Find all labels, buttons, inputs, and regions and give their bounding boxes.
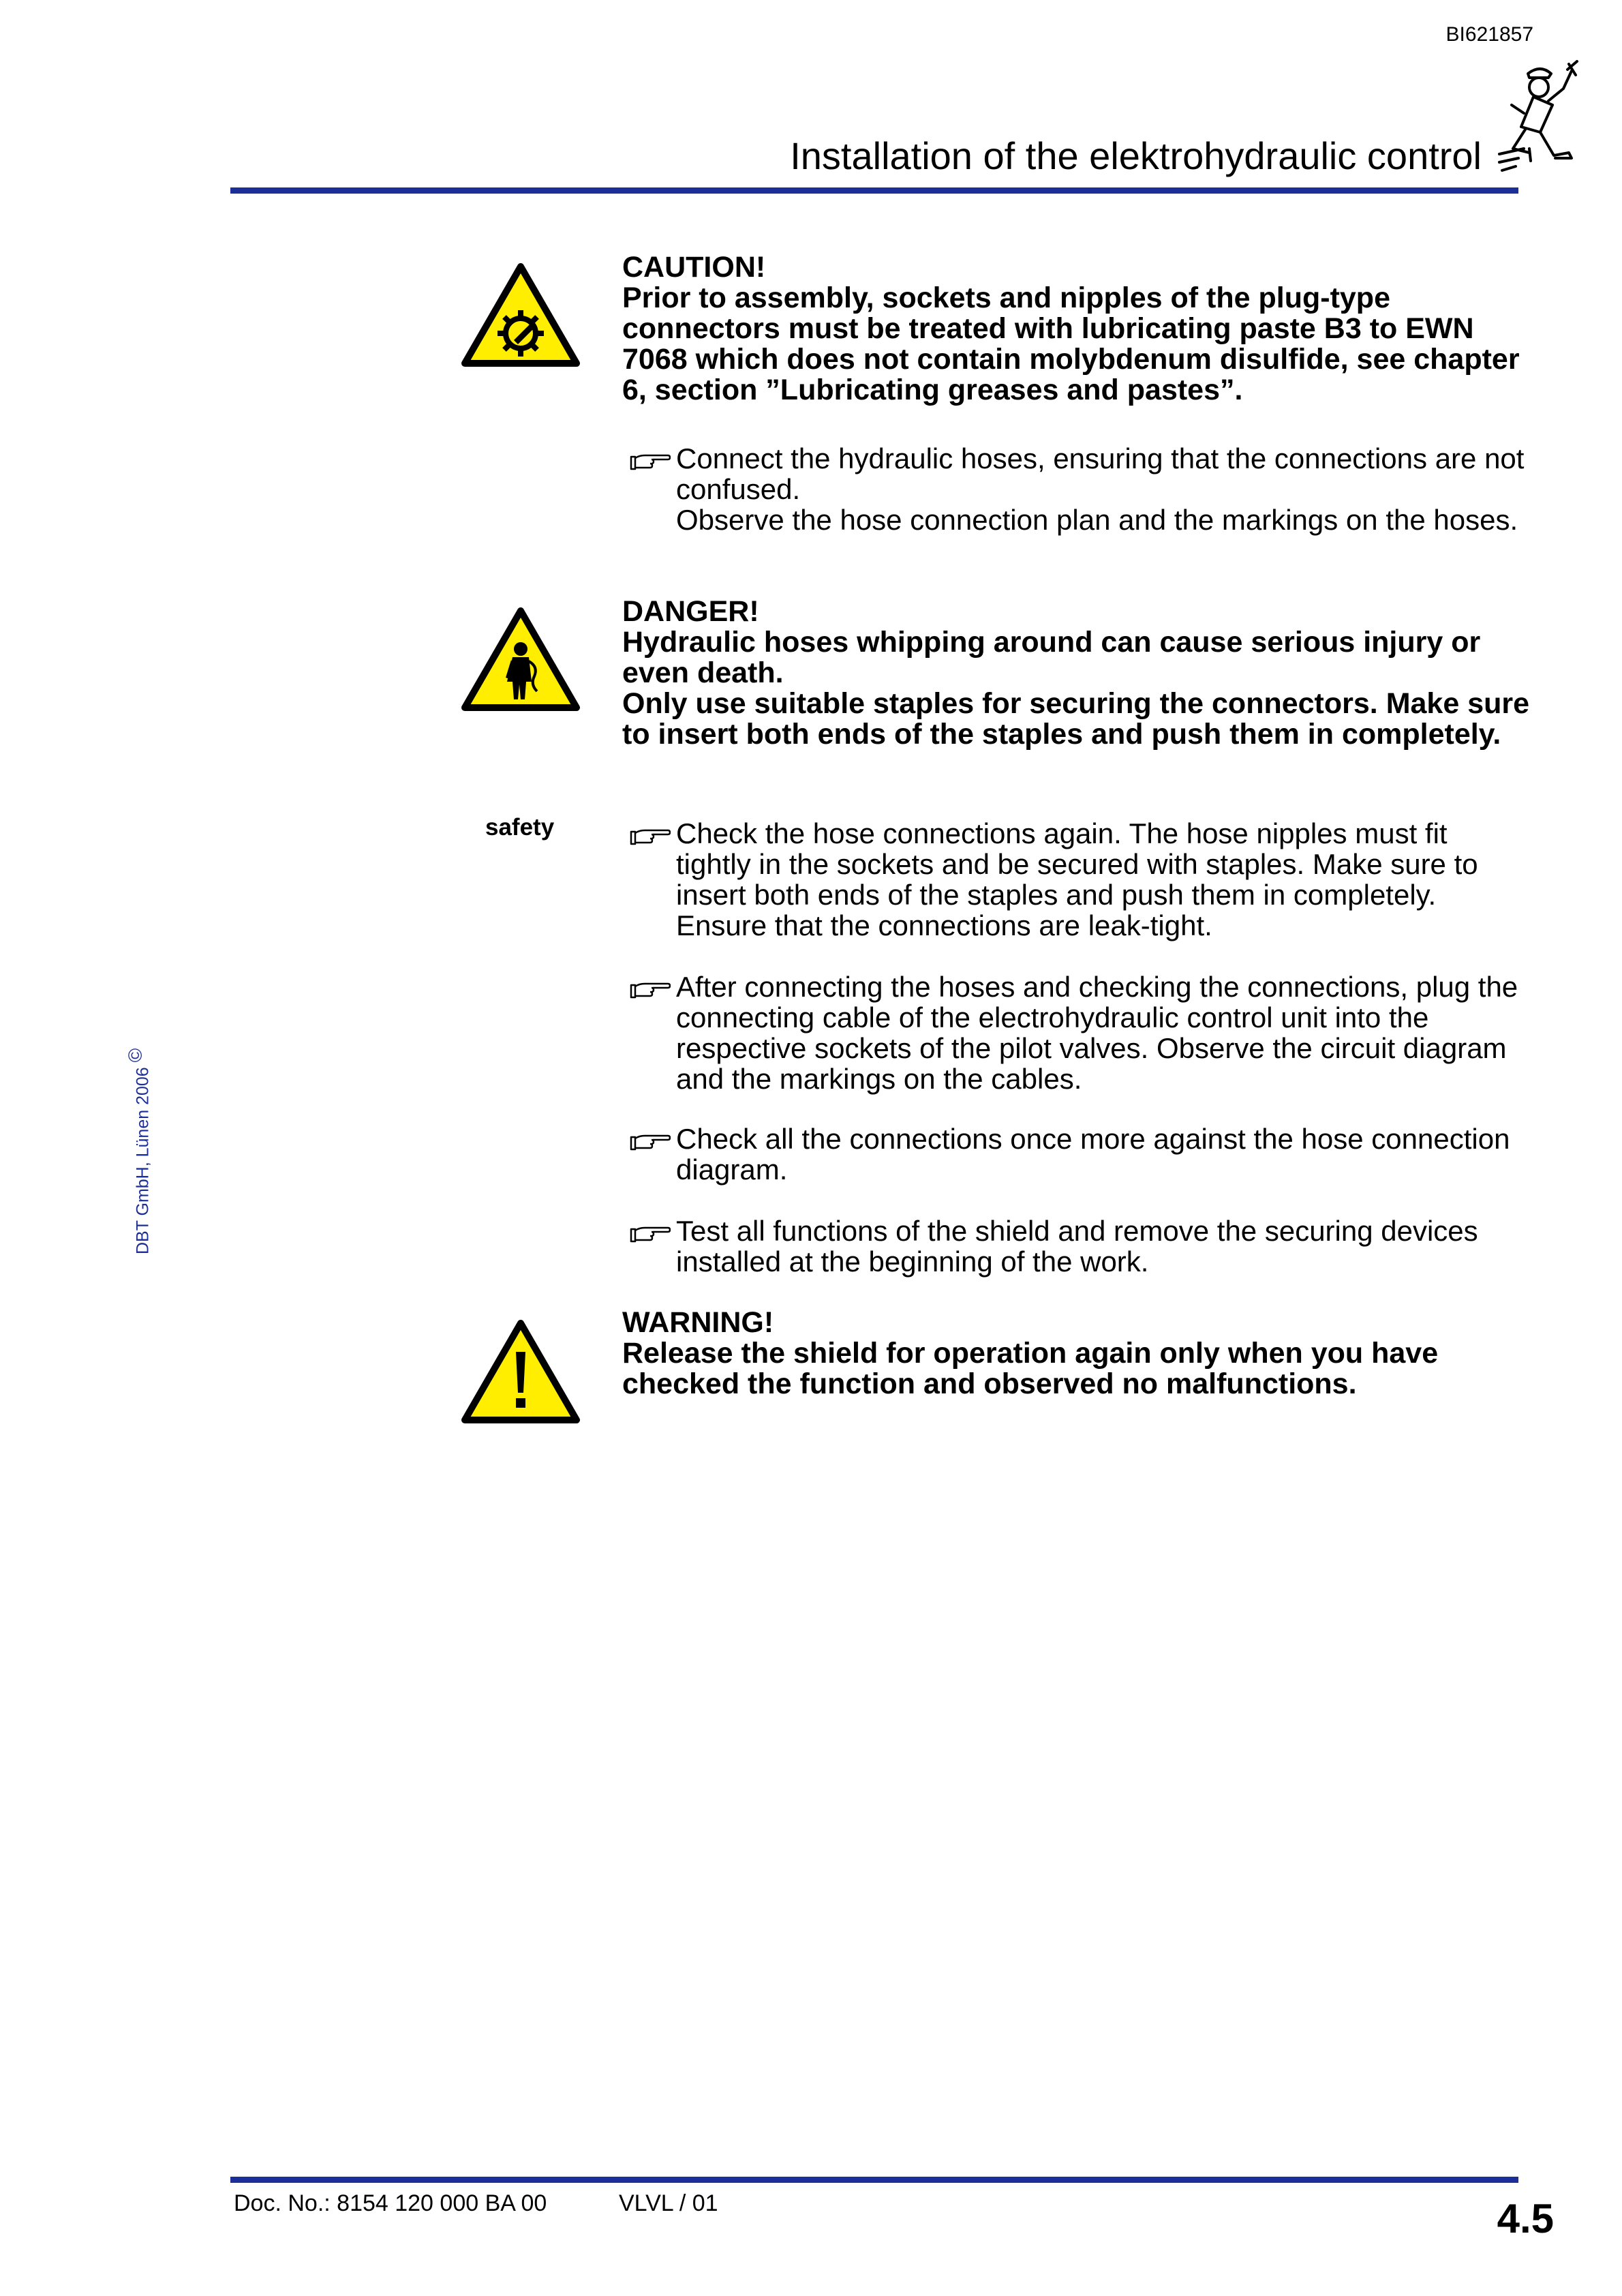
copyright-symbol: © <box>125 1048 146 1063</box>
step-paragraph: Check the hose connections again. The hose nipples must fit tightly in the sockets and be secured with staples. Make sure to insert both ends of the staples and push them in completely. Ensure that the connections are leak-tight. <box>676 817 1478 941</box>
warning-notice <box>622 1308 1535 1400</box>
pointing-hand-icon <box>628 980 671 1000</box>
instruction-step <box>628 1123 1528 1185</box>
warning-heading: WARNING! <box>622 1306 774 1339</box>
pointing-hand-icon <box>628 451 671 472</box>
instruction-step <box>628 443 1528 535</box>
worker-icon <box>1486 59 1595 175</box>
step-paragraph: Connect the hydraulic hoses, ensuring that the connections are not confused. <box>676 442 1525 505</box>
caution-text: Prior to assembly, sockets and nipples of the plug-type connectors must be treated with lubricating paste B3 to EWN 7068 which does not contain molybdenum disulfide, see chapter 6, section ”Lubricating greases and pastes”. <box>622 282 1520 406</box>
copyright-text: DBT GmbH, Lünen 2006 <box>133 1067 153 1254</box>
danger-sign-icon <box>461 607 581 712</box>
step-paragraph: Check all the connections once more against the hose connection diagram. <box>676 1123 1510 1185</box>
warning-sign-icon <box>461 1319 581 1425</box>
danger-text: Hydraulic hoses whipping around can cause serious injury or even death. <box>622 626 1481 689</box>
page-title: Installation of the elektrohydraulic control <box>790 134 1482 177</box>
header-rule <box>230 187 1518 194</box>
warning-text: Release the shield for operation again only when you have checked the function and observed no malfunctions. <box>622 1337 1439 1400</box>
danger-heading: DANGER! <box>622 595 759 628</box>
step-paragraph: Test all functions of the shield and remove the securing devices installed at the beginning of the work. <box>676 1215 1478 1278</box>
instruction-step <box>628 971 1528 1094</box>
danger-text: Only use suitable staples for securing the connectors. Make sure to insert both ends of the staples and push them in completely. <box>622 687 1530 751</box>
page-number: 4.5 <box>1497 2196 1554 2241</box>
danger-notice <box>622 596 1535 750</box>
document-id: BI621857 <box>1445 23 1533 46</box>
step-paragraph: Observe the hose connection plan and the markings on the hoses. <box>676 504 1518 536</box>
step-paragraph: After connecting the hoses and checking the connections, plug the connecting cable of the electrohydraulic control unit into the respective sockets of the pilot valves. Observe the circuit diagram and the markings on the cables. <box>676 971 1518 1095</box>
caution-notice <box>622 252 1535 406</box>
footer-doc-number: Doc. No.: 8154 120 000 BA 00 <box>234 2190 547 2216</box>
pointing-hand-icon <box>628 826 671 847</box>
margin-note: safety <box>485 814 555 841</box>
footer-version: VLVL / 01 <box>619 2190 718 2216</box>
pointing-hand-icon <box>628 1224 671 1244</box>
instruction-step <box>628 1215 1528 1277</box>
instruction-step <box>628 818 1528 941</box>
caution-heading: CAUTION! <box>622 251 766 284</box>
side-copyright <box>125 1048 153 1254</box>
footer-rule <box>230 2177 1518 2183</box>
caution-sign-icon <box>461 262 581 368</box>
pointing-hand-icon <box>628 1132 671 1152</box>
